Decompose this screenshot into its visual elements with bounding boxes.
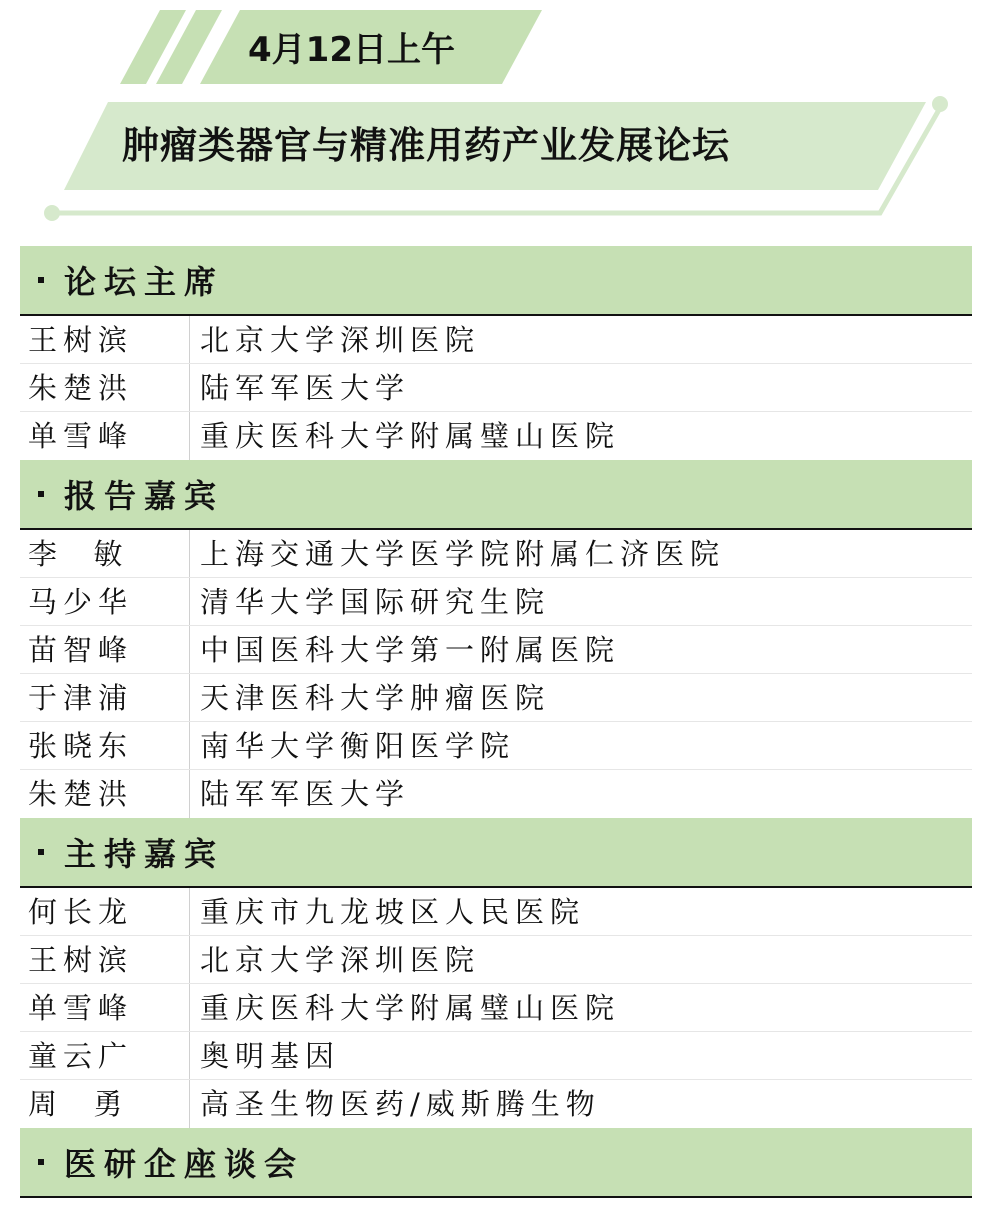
table-row xyxy=(20,626,972,674)
connector-dot-left xyxy=(44,205,60,221)
table-row xyxy=(20,530,972,578)
connector-dot-right xyxy=(932,96,948,112)
bullet-icon xyxy=(38,277,44,283)
section-title: 医研企座谈会 xyxy=(64,1145,305,1183)
organization: 上海交通大学医学院附属仁济医院 xyxy=(200,537,726,571)
table-row xyxy=(20,578,972,626)
organization: 陆军军医大学 xyxy=(200,371,411,405)
person-name: 童云广 xyxy=(20,1032,190,1079)
person-name: 王树滨 xyxy=(20,316,190,363)
agenda-table xyxy=(20,246,972,1198)
bullet-icon xyxy=(38,849,44,855)
table-row xyxy=(20,1032,972,1080)
section-header xyxy=(20,818,972,888)
organization: 北京大学深圳医院 xyxy=(200,323,481,357)
table-row xyxy=(20,412,972,460)
organization: 南华大学衡阳医学院 xyxy=(200,729,516,763)
table-row xyxy=(20,888,972,936)
organization: 天津医科大学肿瘤医院 xyxy=(200,681,551,715)
person-name: 马少华 xyxy=(20,578,190,625)
table-row xyxy=(20,364,972,412)
person-name: 朱楚洪 xyxy=(20,770,190,818)
person-name: 张晓东 xyxy=(20,722,190,769)
bullet-icon xyxy=(38,1159,44,1165)
person-name: 单雪峰 xyxy=(20,412,190,460)
table-row xyxy=(20,722,972,770)
forum-header xyxy=(0,0,992,240)
person-name: 苗智峰 xyxy=(20,626,190,673)
person-name: 朱楚洪 xyxy=(20,364,190,411)
organization: 重庆医科大学附属璧山医院 xyxy=(200,991,621,1025)
person-name: 于津浦 xyxy=(20,674,190,721)
organization: 重庆医科大学附属璧山医院 xyxy=(200,419,621,453)
bullet-icon xyxy=(38,491,44,497)
table-row xyxy=(20,984,972,1032)
person-name: 单雪峰 xyxy=(20,984,190,1031)
section-title: 报告嘉宾 xyxy=(64,477,225,515)
organization: 清华大学国际研究生院 xyxy=(200,585,551,619)
person-name: 何长龙 xyxy=(20,888,190,935)
person-name: 周 勇 xyxy=(20,1080,190,1128)
organization: 高圣生物医药/威斯腾生物 xyxy=(200,1087,601,1121)
forum-title: 肿瘤类器官与精准用药产业发展论坛 xyxy=(122,124,730,167)
organization: 陆军军医大学 xyxy=(200,777,411,811)
section-header xyxy=(20,1128,972,1198)
organization: 奥明基因 xyxy=(200,1039,341,1073)
section-title: 论坛主席 xyxy=(64,263,225,301)
table-row xyxy=(20,1080,972,1128)
section-title: 主持嘉宾 xyxy=(64,835,225,873)
person-name: 李 敏 xyxy=(20,530,190,577)
session-date: 4月12日上午 xyxy=(248,30,455,70)
organization: 中国医科大学第一附属医院 xyxy=(200,633,621,667)
organization: 重庆市九龙坡区人民医院 xyxy=(200,895,586,929)
table-row xyxy=(20,936,972,984)
table-row xyxy=(20,316,972,364)
table-row xyxy=(20,674,972,722)
section-header xyxy=(20,460,972,530)
person-name: 王树滨 xyxy=(20,936,190,983)
table-row xyxy=(20,770,972,818)
organization: 北京大学深圳医院 xyxy=(200,943,481,977)
section-header xyxy=(20,246,972,316)
